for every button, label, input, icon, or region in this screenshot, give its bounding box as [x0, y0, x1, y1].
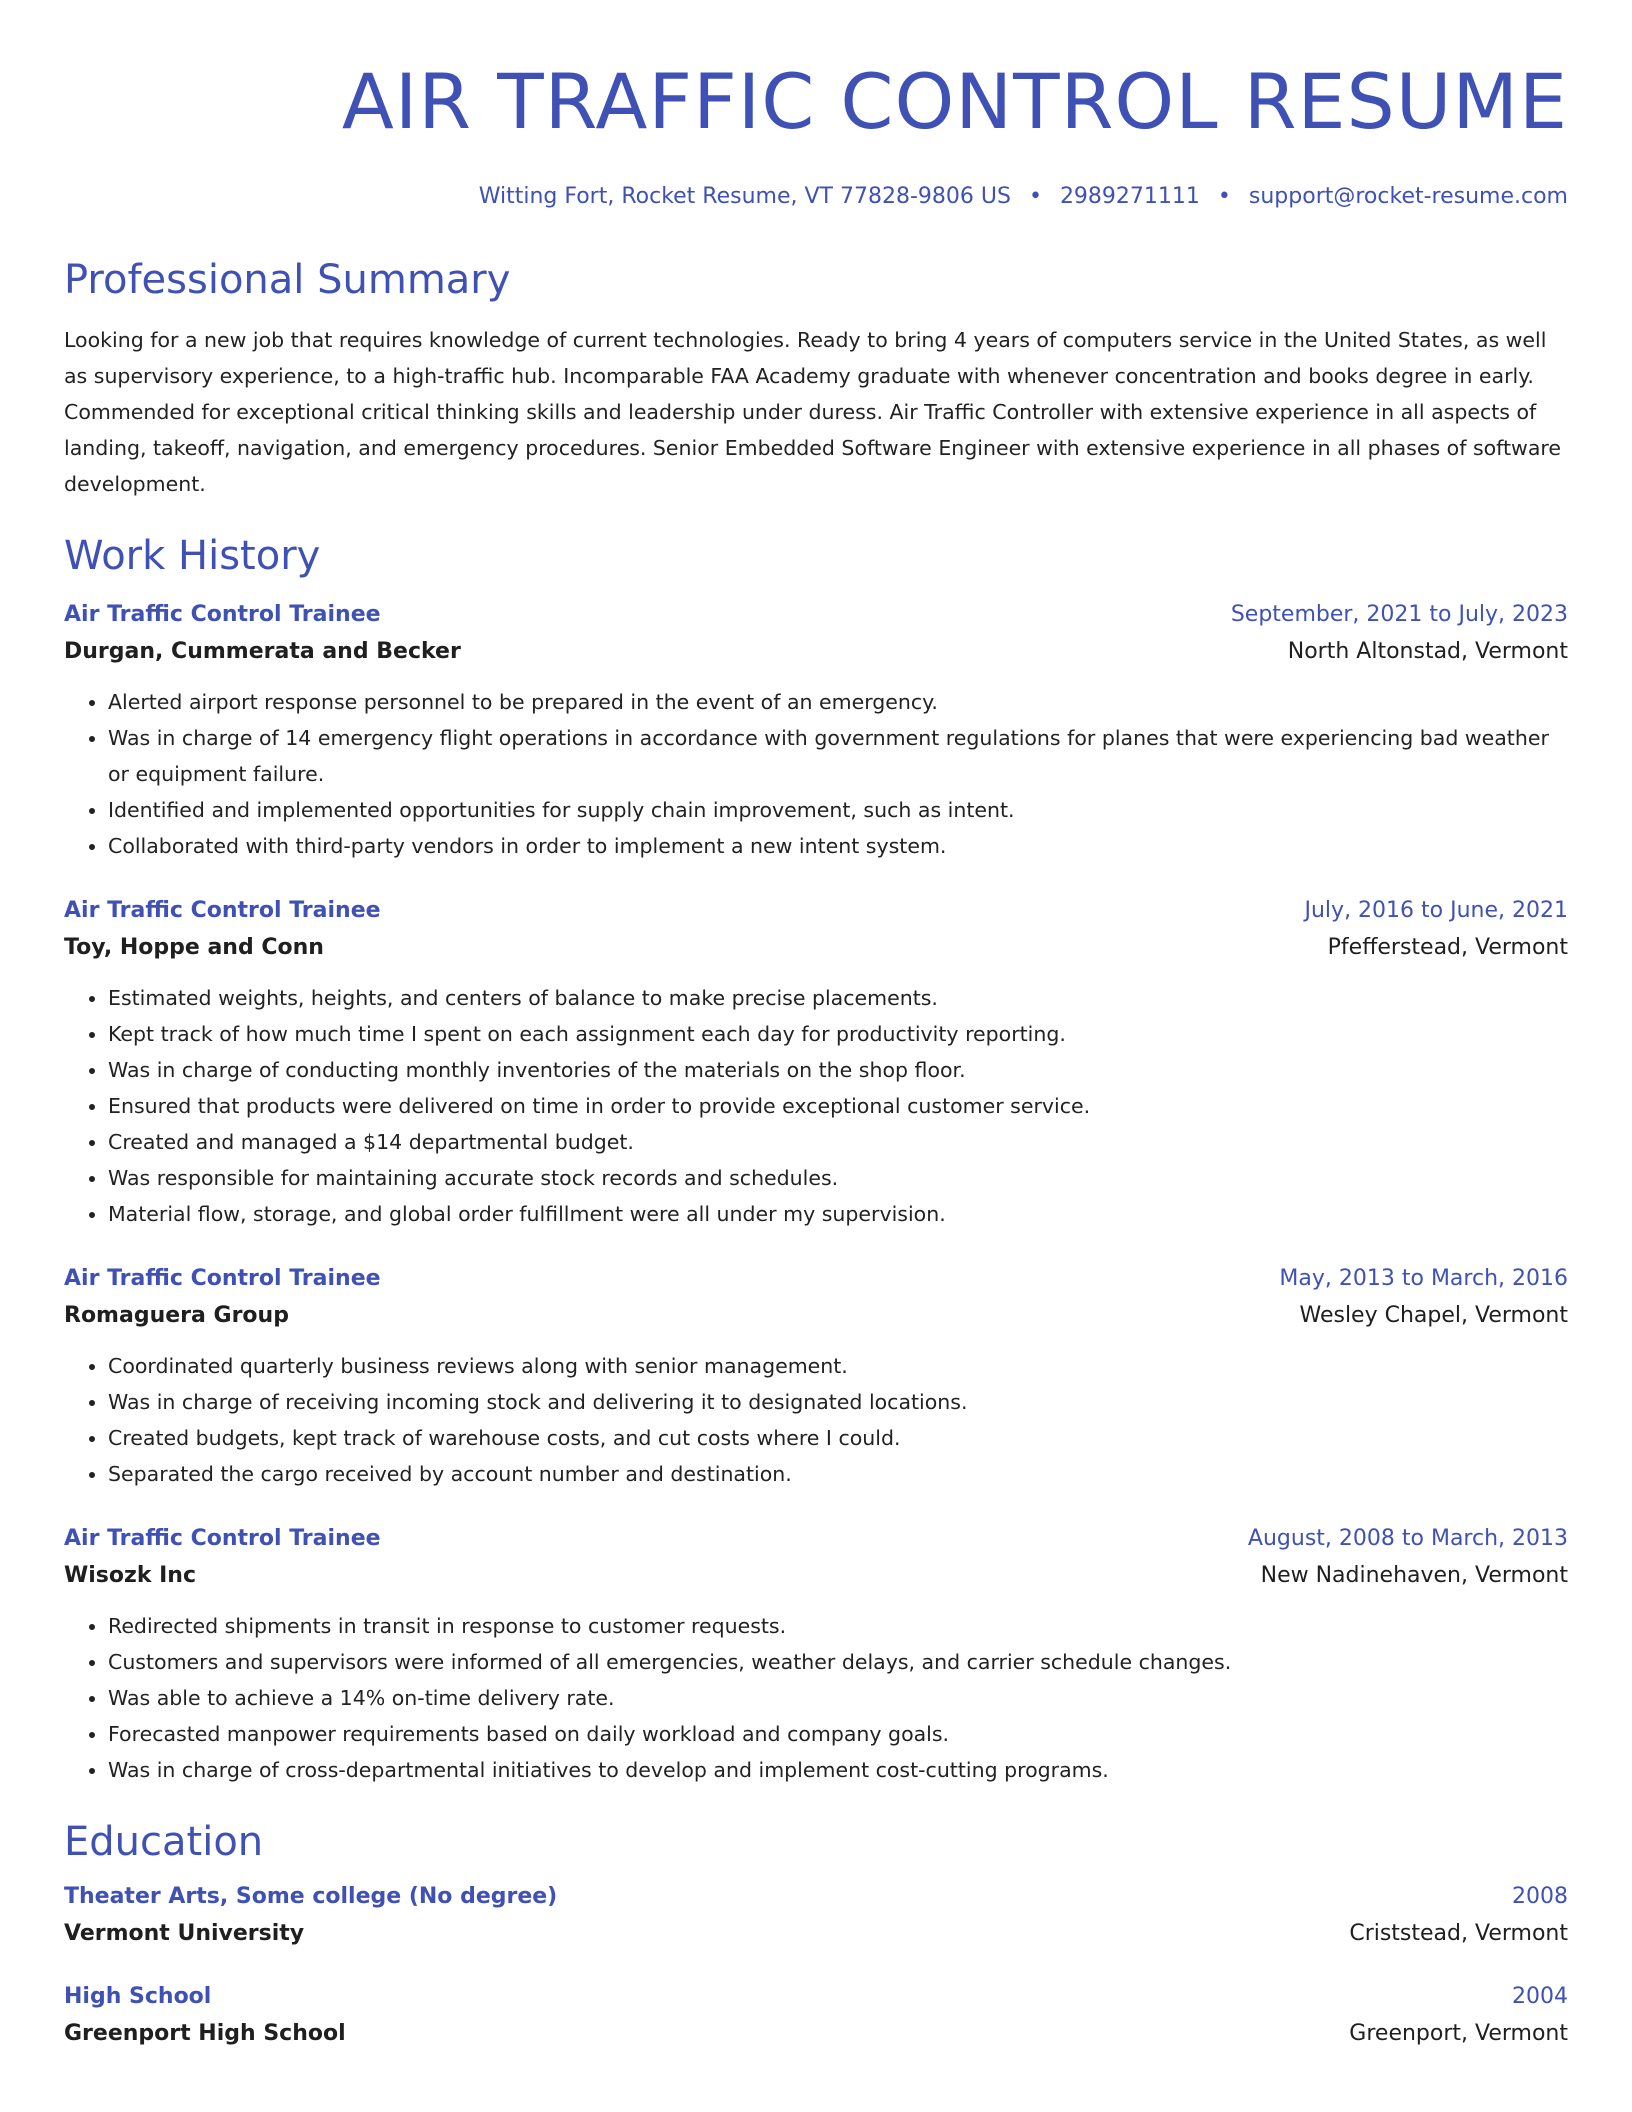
education-degree-row — [64, 1880, 1568, 1914]
contact-address: Witting Fort, Rocket Resume, VT 77828-9806 US — [478, 184, 1011, 209]
job-bullet: • Alerted airport response personnel to be prepared in the event of an emergency. — [108, 684, 1568, 720]
job-location: North Altonstad, Vermont — [1287, 639, 1568, 664]
job-company-row — [64, 928, 1568, 968]
job-company-row — [64, 1556, 1568, 1596]
job-bullets — [64, 684, 1568, 864]
job-company: Romaguera Group — [64, 1303, 289, 1328]
job-dates: August, 2008 to March, 2013 — [1247, 1526, 1568, 1551]
education-year: 2004 — [1512, 1984, 1568, 2009]
job-bullet: • Created and managed a $14 departmental budget. — [108, 1124, 1568, 1160]
job-company-row — [64, 632, 1568, 672]
education-degree: Theater Arts, Some college (No degree) — [64, 1884, 558, 1909]
job-entry — [64, 1262, 1568, 1492]
job-entry — [64, 598, 1568, 864]
job-bullet: • Created budgets, kept track of warehouse costs, and cut costs where I could. — [108, 1420, 1568, 1456]
job-bullet: • Was in charge of conducting monthly inventories of the materials on the shop floor. — [108, 1052, 1568, 1088]
job-bullet: • Redirected shipments in transit in response to customer requests. — [108, 1608, 1568, 1644]
job-company: Toy, Hoppe and Conn — [64, 935, 324, 960]
job-bullets — [64, 1608, 1568, 1788]
job-bullet: • Separated the cargo received by account number and destination. — [108, 1456, 1568, 1492]
education-section — [64, 1818, 1568, 2054]
job-bullet: • Was in charge of cross-departmental initiatives to develop and implement cost-cutting programs. — [108, 1752, 1568, 1788]
section-heading-summary: Professional Summary — [64, 257, 511, 303]
contact-separator: • — [1028, 184, 1042, 209]
section-heading-work: Work History — [64, 533, 321, 579]
job-bullets — [64, 1348, 1568, 1492]
education-school-row — [64, 2014, 1568, 2054]
education-school-row — [64, 1914, 1568, 1954]
job-title-row — [64, 598, 1568, 632]
job-bullet: • Customers and supervisors were informed of all emergencies, weather delays, and carrier schedule changes. — [108, 1644, 1568, 1680]
job-bullet: • Ensured that products were delivered on time in order to provide exceptional customer service. — [108, 1088, 1568, 1124]
job-entry — [64, 894, 1568, 1232]
job-bullet: • Was in charge of receiving incoming stock and delivering it to designated locations. — [108, 1384, 1568, 1420]
job-bullet: • Collaborated with third-party vendors in order to implement a new intent system. — [108, 828, 1568, 864]
contact-separator: • — [1217, 184, 1231, 209]
job-location: Wesley Chapel, Vermont — [1299, 1303, 1568, 1328]
job-company: Wisozk Inc — [64, 1563, 196, 1588]
job-title-row — [64, 1522, 1568, 1556]
education-location: Criststead, Vermont — [1349, 1921, 1568, 1946]
job-title: Air Traffic Control Trainee — [64, 1526, 381, 1551]
job-bullet: • Forecasted manpower requirements based on daily workload and company goals. — [108, 1716, 1568, 1752]
professional-summary-section — [64, 256, 1568, 502]
job-title-row — [64, 1262, 1568, 1296]
job-bullet: • Was responsible for maintaining accurate stock records and schedules. — [108, 1160, 1568, 1196]
job-bullet: • Estimated weights, heights, and centers of balance to make precise placements. — [108, 980, 1568, 1016]
job-bullet: • Was able to achieve a 14% on-time delivery rate. — [108, 1680, 1568, 1716]
education-school: Greenport High School — [64, 2021, 346, 2046]
contact-phone: 2989271111 — [1059, 184, 1200, 209]
education-location: Greenport, Vermont — [1349, 2021, 1568, 2046]
job-dates: September, 2021 to July, 2023 — [1230, 602, 1568, 627]
education-school: Vermont University — [64, 1921, 305, 1946]
education-year: 2008 — [1512, 1884, 1568, 1909]
section-heading-education: Education — [64, 1819, 264, 1865]
contact-line — [64, 182, 1568, 212]
job-dates: May, 2013 to March, 2016 — [1279, 1266, 1568, 1291]
education-entry — [64, 1980, 1568, 2054]
job-title: Air Traffic Control Trainee — [64, 1266, 381, 1291]
job-bullets — [64, 980, 1568, 1232]
job-title: Air Traffic Control Trainee — [64, 602, 381, 627]
job-title: Air Traffic Control Trainee — [64, 898, 381, 923]
job-location: Pfefferstead, Vermont — [1327, 935, 1568, 960]
education-degree-row — [64, 1980, 1568, 2014]
resume-header — [64, 56, 1568, 212]
job-title-row — [64, 894, 1568, 928]
summary-text: Looking for a new job that requires knowledge of current technologies. Ready to bring 4 years of computers service in the United States, as well as supervisory experience, to a high-traffic hub. Incomparable FAA Academy graduate with whenever concentration and books degree in early. Commended for exceptional critical thinking skills and leadership under duress. Air Traffic Controller with extensive experience in all aspects of landing, takeoff, navigation, and emergency procedures. Senior Embedded Software Engineer with extensive experience in all phases of software development. — [64, 328, 1561, 496]
job-entry — [64, 1522, 1568, 1788]
job-dates: July, 2016 to June, 2021 — [1304, 898, 1568, 923]
job-company-row — [64, 1296, 1568, 1336]
work-history-section — [64, 532, 1568, 1788]
job-bullet: • Kept track of how much time I spent on each assignment each day for productivity reporting. — [108, 1016, 1568, 1052]
job-bullet: • Material flow, storage, and global order fulfillment were all under my supervision. — [108, 1196, 1568, 1232]
job-bullet: • Coordinated quarterly business reviews along with senior management. — [108, 1348, 1568, 1384]
job-location: New Nadinehaven, Vermont — [1260, 1563, 1568, 1588]
education-entry — [64, 1880, 1568, 1954]
education-degree: High School — [64, 1984, 212, 2009]
contact-email[interactable]: support@rocket-resume.com — [1248, 184, 1568, 209]
job-company: Durgan, Cummerata and Becker — [64, 639, 461, 664]
job-bullet: • Was in charge of 14 emergency flight operations in accordance with government regulations for planes that were experiencing bad weather or equipment failure. — [108, 720, 1568, 792]
job-bullet: • Identified and implemented opportunities for supply chain improvement, such as intent. — [108, 792, 1568, 828]
resume-title: AIR TRAFFIC CONTROL RESUME — [341, 57, 1568, 146]
